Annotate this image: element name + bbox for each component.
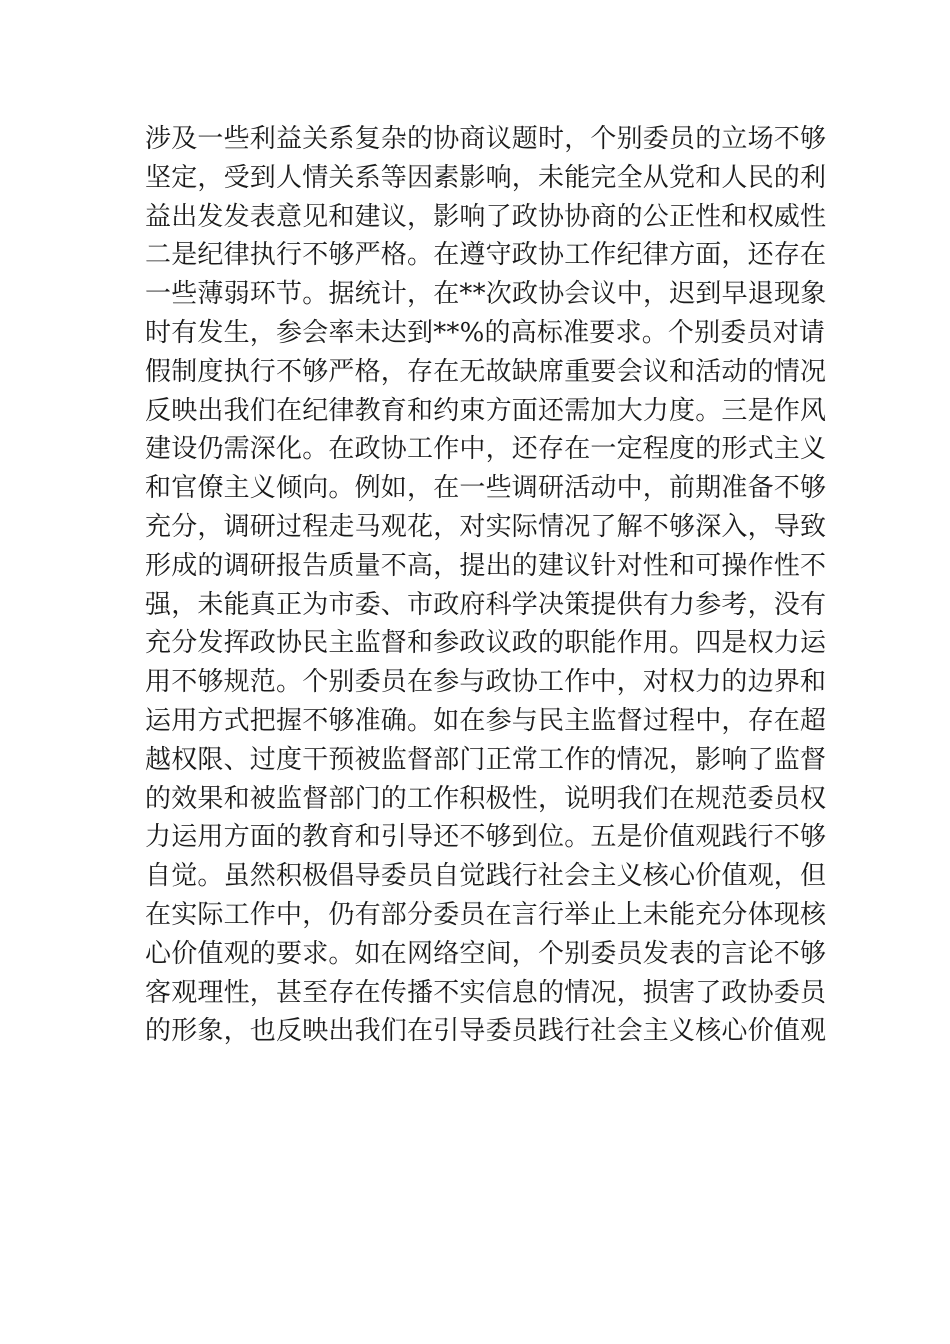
- text-line: 心价值观的要求。如在网络空间，个别委员发表的言论不够: [145, 938, 827, 969]
- text-line: 涉及一些利益关系复杂的协商议题时，个别委员的立场不够: [145, 124, 827, 154]
- text-line: 坚定，受到人情关系等因素影响，未能完全从党和人民的利: [145, 162, 827, 193]
- body-text: [145, 120, 827, 1051]
- text-line: 和官僚主义倾向。例如，在一些调研活动中，前期准备不够: [145, 473, 827, 504]
- text-line: 假制度执行不够严格，存在无故缺席重要会议和活动的情况: [145, 356, 827, 387]
- text-line: 运用方式把握不够准确。如在参与民主监督过程中，存在超: [145, 705, 827, 736]
- text-line: 的效果和被监督部门的工作积极性，说明我们在规范委员权: [145, 783, 827, 814]
- text-line: 充分，调研过程走马观花，对实际情况了解不够深入，导致: [145, 511, 827, 542]
- text-line: 形成的调研报告质量不高，提出的建议针对性和可操作性不: [145, 550, 827, 581]
- text-line: 时有发生，参会率未达到**%的高标准要求。个别委员对请: [145, 317, 826, 348]
- text-line: 客观理性，甚至存在传播不实信息的情况，损害了政协委员: [145, 977, 827, 1008]
- text-line: 力运用方面的教育和引导还不够到位。五是价值观践行不够: [145, 822, 827, 853]
- text-line: 充分发挥政协民主监督和参政议政的职能作用。四是权力运: [145, 628, 827, 659]
- text-line: 一些薄弱环节。据统计，在**次政协会议中，迟到早退现象: [145, 279, 827, 310]
- text-line: 二是纪律执行不够严格。在遵守政协工作纪律方面，还存在: [145, 240, 827, 271]
- text-line: 自觉。虽然积极倡导委员自觉践行社会主义核心价值观，但: [145, 861, 827, 892]
- text-line: 在实际工作中，仍有部分委员在言行举止上未能充分体现核: [145, 899, 827, 930]
- text-line: 的形象，也反映出我们在引导委员践行社会主义核心价值观: [145, 1016, 827, 1047]
- text-line: 反映出我们在纪律教育和约束方面还需加大力度。三是作风: [145, 395, 827, 426]
- text-line: 益出发发表意见和建议，影响了政协协商的公正性和权威性: [145, 201, 827, 232]
- text-line: 越权限、过度干预被监督部门正常工作的情况，影响了监督: [145, 744, 827, 775]
- text-line: 强，未能真正为市委、市政府科学决策提供有力参考，没有: [145, 589, 827, 620]
- text-line: 建设仍需深化。在政协工作中，还存在一定程度的形式主义: [145, 434, 827, 465]
- text-line: 用不够规范。个别委员在参与政协工作中，对权力的边界和: [145, 667, 827, 698]
